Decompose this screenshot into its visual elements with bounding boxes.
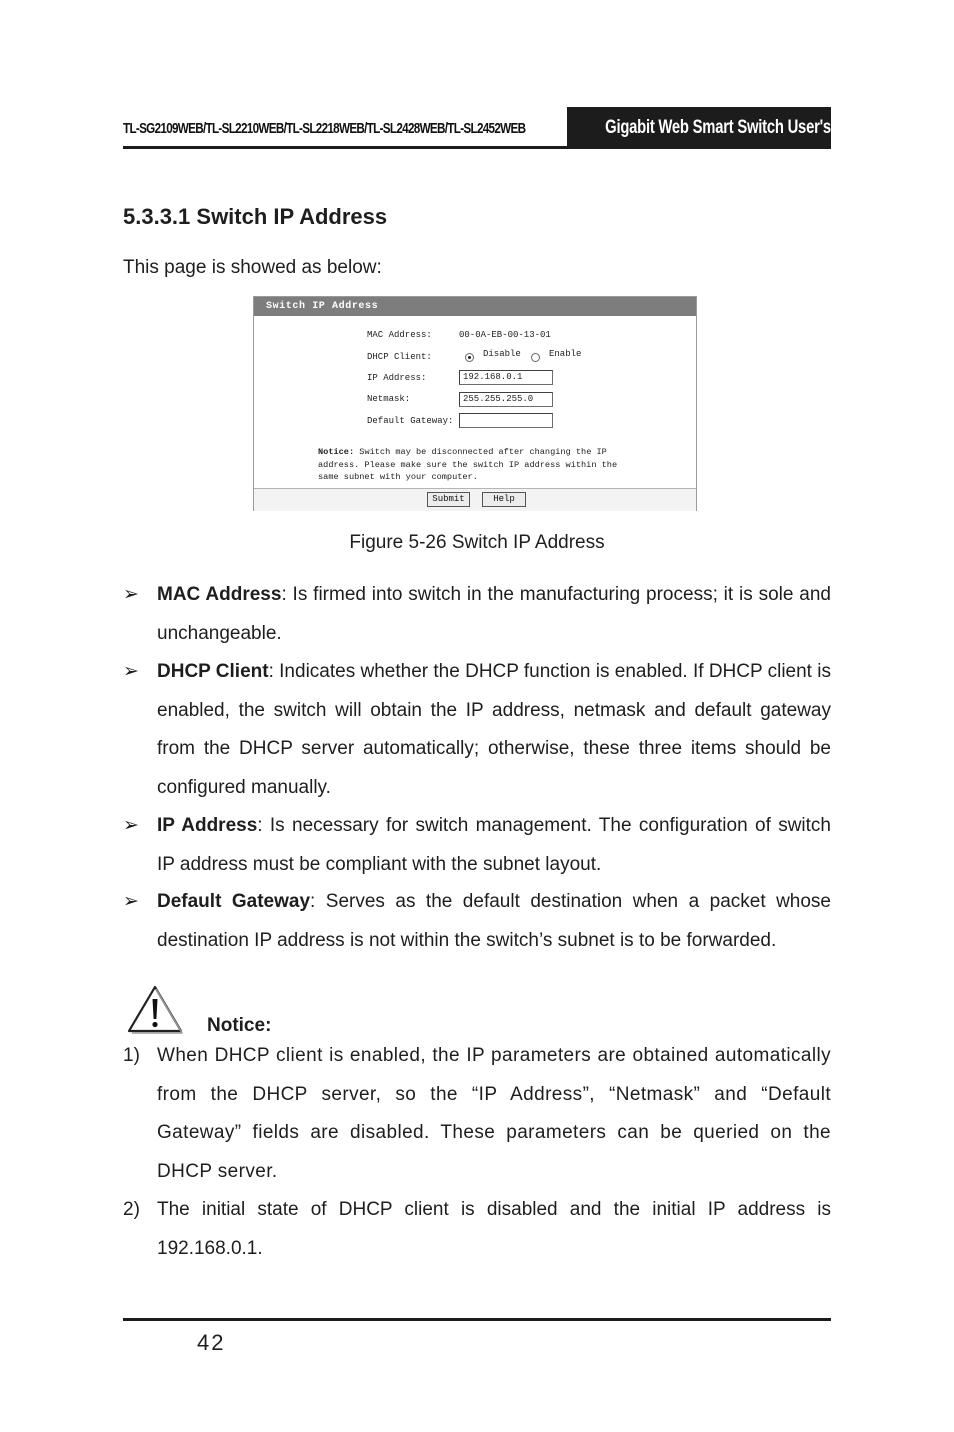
ip-address-input[interactable]: 192.168.0.1 [459, 370, 553, 385]
screenshot-notice-line3: same subnet with your computer. [318, 472, 478, 482]
bullet-mac-address [123, 576, 831, 653]
bullet-term: IP Address [157, 815, 258, 836]
header-model-list: TL-SG2109WEB/TL-SL2210WEB/TL-SL2218WEB/TL-SL2428WEB/TL-SL2452WEB [123, 120, 526, 137]
bullet-arrow-icon: ➢ [123, 661, 139, 682]
screenshot-button-bar [254, 488, 696, 511]
dhcp-enable-radio[interactable] [531, 353, 540, 362]
bullet-term: Default Gateway [157, 891, 311, 912]
bullet-term: DHCP Client [157, 661, 269, 682]
bullet-ip-address [123, 807, 831, 884]
netmask-input[interactable]: 255.255.255.0 [459, 392, 553, 407]
header-guide-title-text: Gigabit Web Smart Switch User's Guide [605, 117, 876, 138]
screenshot-notice-line1: Switch may be disconnected after changing the IP [359, 447, 607, 457]
default-gateway-label: Default Gateway: [367, 416, 454, 426]
section-title: 5.3.3.1 Switch IP Address [123, 204, 388, 229]
dhcp-disable-radio[interactable] [465, 353, 474, 362]
figure-caption: Figure 5-26 Switch IP Address [349, 532, 605, 553]
notice-item-text: The initial state of DHCP client is disabled and the initial IP address is 192.168.0.1. [157, 1199, 831, 1259]
notice-item [123, 1191, 831, 1268]
dhcp-disable-label: Disable [483, 349, 521, 359]
dhcp-enable-label: Enable [549, 349, 582, 359]
notice-item-text: When DHCP client is enabled, the IP parameters are obtained automatically from the DHCP server, so the “IP Address”, “Netmask” and “Default Gateway” fields are disabled. These parameters can be queried on the DHCP server. [157, 1045, 831, 1182]
notice-item-number: 2) [123, 1199, 140, 1220]
screenshot-notice-label: Notice: [318, 447, 355, 457]
netmask-label: Netmask: [367, 394, 411, 404]
bullet-description: : Serves as the default destination when a packet whose destination IP address is not within the switch’s subnet is to be forwarded. [157, 891, 832, 951]
bullet-default-gateway [123, 883, 831, 960]
ip-address-label: IP Address: [367, 373, 427, 383]
warning-icon [125, 983, 185, 1035]
bullet-arrow-icon: ➢ [123, 815, 139, 836]
bullet-arrow-icon: ➢ [123, 891, 139, 912]
bullet-description: : Is firmed into switch in the manufacturing process; it is sole and unchangeable. [157, 584, 831, 644]
bullet-description: : Is necessary for switch management. The configuration of switch IP address must be compliant with the subnet layout. [157, 815, 831, 875]
dhcp-client-label: DHCP Client: [367, 352, 432, 362]
help-button[interactable]: Help [482, 492, 526, 507]
mac-address-label: MAC Address: [367, 330, 432, 340]
header-rule [123, 146, 831, 149]
bullet-description: : Indicates whether the DHCP function is enabled. If DHCP client is enabled, the switch will obtain the IP address, netmask and default gateway from the DHCP server automatically; otherwise, these three items should be configured manually. [157, 661, 831, 798]
screenshot-notice-line2: address. Please make sure the switch IP address within the [318, 459, 618, 470]
default-gateway-input[interactable] [459, 413, 553, 428]
intro-text: This page is showed as below: [123, 257, 382, 278]
screenshot-title: Switch IP Address [254, 297, 696, 316]
notice-heading: Notice: [207, 1015, 272, 1036]
bullet-dhcp-client [123, 653, 831, 807]
switch-ip-screenshot [253, 296, 697, 511]
bullet-arrow-icon: ➢ [123, 584, 139, 605]
submit-button[interactable]: Submit [427, 492, 470, 507]
mac-address-value: 00-0A-EB-00-13-01 [459, 330, 551, 340]
footer-rule [123, 1318, 831, 1321]
page-number: 42 [197, 1330, 226, 1355]
bullet-term: MAC Address [157, 584, 282, 605]
header-guide-title [567, 107, 876, 149]
screenshot-notice [318, 446, 638, 484]
notice-item [123, 1037, 831, 1191]
notice-item-number: 1) [123, 1045, 140, 1066]
